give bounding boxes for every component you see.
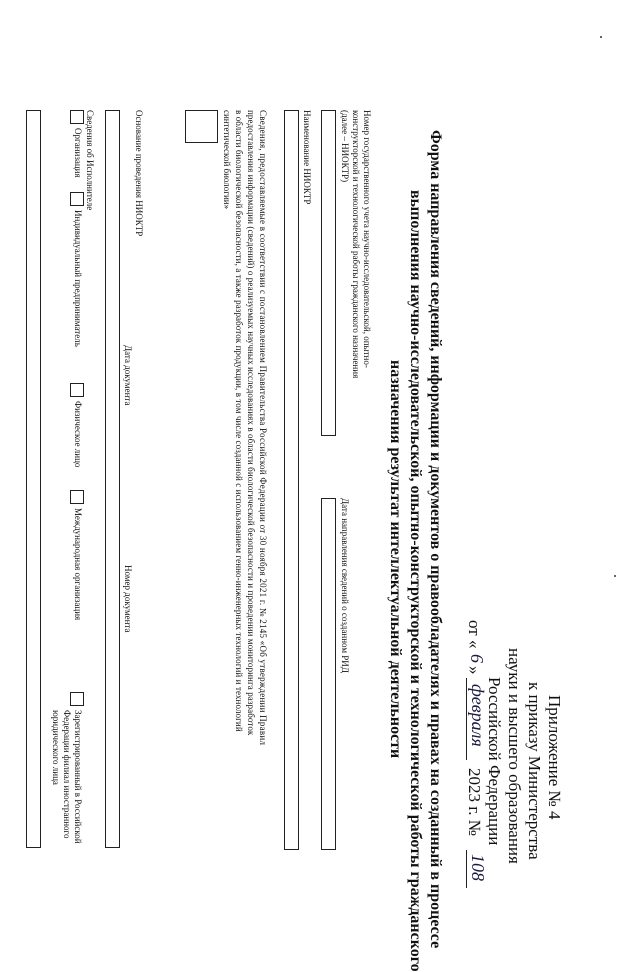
- form-title-line-2: выполнения научно-исследовательской, опытно-конструкторской и технологической работы гражданского: [407, 190, 424, 972]
- executor-entrepreneur-label: Индивидуальный предприниматель: [73, 210, 83, 347]
- executor-entrepreneur-checkbox[interactable]: [70, 192, 84, 206]
- info-paragraph-line-4: синтетической биологии»: [222, 110, 232, 210]
- info-paragraph-line-3: в области биологической безопасности, а также разработок продукции, в том числе созданной с использованием генно-инженерных технологий и технологий: [234, 110, 244, 732]
- basis-field[interactable]: [105, 110, 120, 848]
- executor-international-label: Международная организация: [73, 508, 83, 621]
- executor-international-checkbox[interactable]: [70, 490, 84, 504]
- appendix-date-line: [460, 620, 488, 900]
- date-day-close: »: [465, 666, 484, 675]
- date-prefix: от «: [465, 620, 484, 649]
- date-day: 6: [467, 654, 487, 663]
- date-year: 2023 г. №: [465, 768, 484, 837]
- send-date-label: Дата направления сведений о созданном РИД: [340, 498, 350, 673]
- executor-branch-label-line-3: юридического лица: [51, 710, 61, 785]
- send-date-field[interactable]: [321, 498, 336, 850]
- appendix-line-1: Приложение № 4: [545, 695, 564, 820]
- basis-label: Основание проведения НИОКТР: [134, 110, 144, 237]
- info-paragraph-line-1: Сведения, предоставляемые в соответствии с постановлением Правительства Российской Федерации от 30 ноября 2021 г. № 2145 «Об утверждении Правил: [258, 110, 268, 746]
- registration-label-line-2: конструкторской и технологической работы гражданского назначения: [351, 110, 361, 379]
- form-title-line-1: Форма направления сведений, информации и документов о правообладателях и правах на созданный в процессе: [427, 130, 444, 949]
- executor-organization-checkbox[interactable]: [70, 110, 84, 124]
- registration-label-line-3: (далее – НИОКТР): [340, 110, 350, 183]
- document-date-label: Дата документа: [123, 345, 133, 406]
- info-checkbox[interactable]: [185, 110, 218, 143]
- form-title-line-3: назначения результат интеллектуальной деятельности: [387, 360, 404, 759]
- date-number: 108: [468, 854, 488, 881]
- executor-branch-label-line-2: Федерации филиал иностранного: [62, 710, 72, 839]
- registration-label-line-1: Номер государственного учета научно-исследовательской, опытно-: [362, 110, 372, 368]
- appendix-line-3: науки и высшего образования: [505, 648, 524, 864]
- date-number-underline: [466, 850, 467, 888]
- niokr-name-field[interactable]: [284, 110, 299, 850]
- info-paragraph-line-2: предоставления информации (сведений) о реализуемых научных исследованиях в области биологической безопасности и проведении мониторинга разработок: [246, 110, 256, 736]
- registration-number-field[interactable]: [321, 110, 336, 436]
- date-month: февраля: [468, 684, 488, 747]
- executor-branch-label-line-1: Зарегистрированный в Российской: [73, 710, 83, 844]
- executor-individual-label: Физическое лицо: [73, 401, 83, 468]
- executor-label: Сведения об Исполнителе: [85, 110, 95, 211]
- appendix-line-4: Российской Федерации: [485, 677, 504, 846]
- executor-organization-label: Организация: [73, 128, 83, 178]
- date-month-underline: [466, 678, 467, 760]
- executor-individual-checkbox[interactable]: [70, 383, 84, 397]
- executor-branch-checkbox[interactable]: [70, 692, 84, 706]
- niokr-name-label: Наименование НИОКТР: [302, 110, 312, 205]
- appendix-line-2: к приказу Министерства: [525, 682, 544, 860]
- scan-speck: [614, 575, 616, 577]
- executor-details-field[interactable]: [26, 110, 41, 848]
- scan-speck: [600, 36, 602, 38]
- document-number-label: Номер документа: [123, 565, 133, 633]
